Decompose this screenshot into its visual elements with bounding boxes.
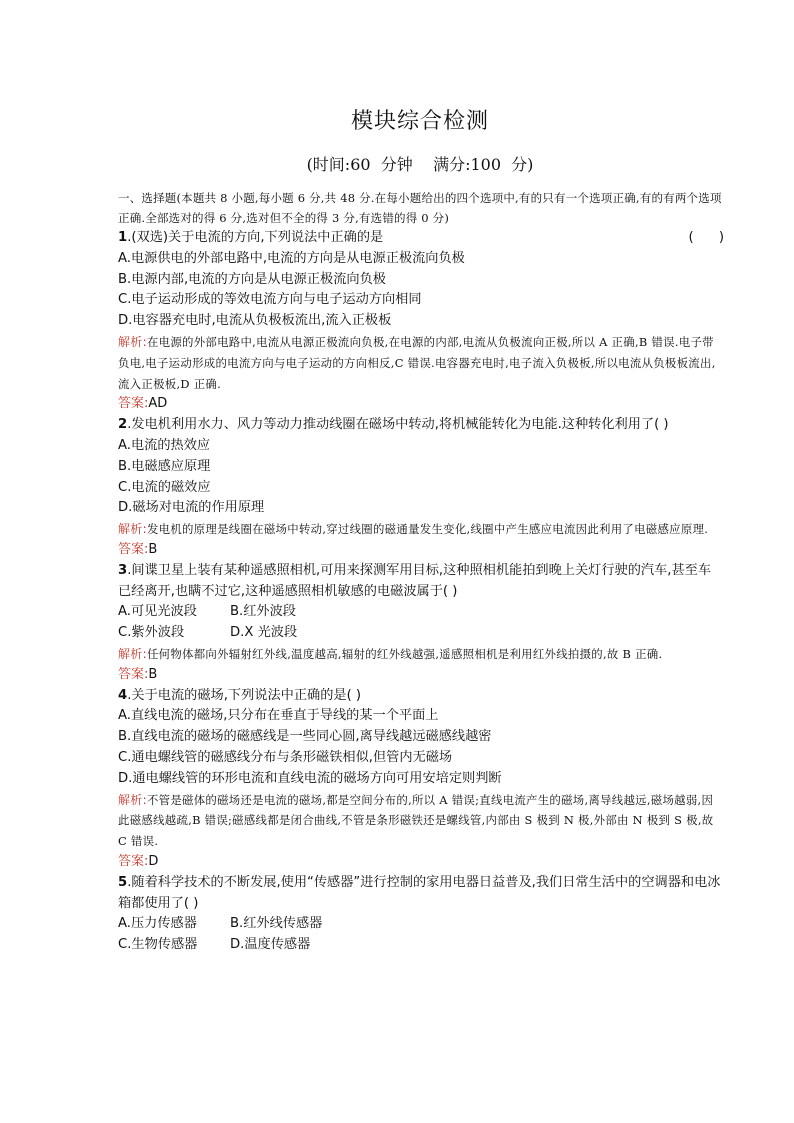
question-stem bbox=[118, 415, 722, 436]
page-subtitle: (时间:60 分钟 满分:100 分) bbox=[306, 155, 534, 174]
analysis bbox=[118, 790, 722, 852]
analysis-label: 解析: bbox=[118, 792, 147, 807]
analysis-text: 在电源的外部电路中,电流从电源正极流向负极,在电源的内部,电流从负极流向正极,所以 A 正确,B 错误.电子带负电,电子运动形成的电流方向与电子运动的方向相反,C 错误.电容器充电时,电子流入负极板,所以电流从负极板流出,流入正极板,D 正确. bbox=[118, 334, 716, 391]
answer-blank: ( ) bbox=[688, 230, 724, 245]
option-c: C.紫外波段 bbox=[118, 625, 185, 641]
page-title: 模块综合检测 bbox=[350, 109, 489, 134]
analysis-label: 解析: bbox=[118, 522, 147, 537]
answer-value: B bbox=[148, 666, 158, 682]
question-text: .随着科学技术的不断发展,使用“传感器”进行控制的家用电器日益普及,我们日常生活中的空调器和电冰箱都使用了( ) bbox=[118, 874, 721, 911]
question-3 bbox=[118, 561, 722, 686]
option-d: D.电容器充电时,电流从负极板流出,流入正极板 bbox=[118, 313, 392, 329]
question-stem bbox=[118, 228, 722, 249]
answer-value: B bbox=[148, 541, 158, 557]
answer bbox=[118, 852, 722, 873]
answer bbox=[118, 665, 722, 686]
option-b: B.红外波段 bbox=[230, 604, 296, 620]
option-d: D.X 光波段 bbox=[230, 625, 298, 641]
option-row bbox=[118, 602, 722, 623]
question-1 bbox=[118, 228, 722, 415]
analysis bbox=[118, 332, 722, 394]
option-d: D.温度传感器 bbox=[230, 937, 311, 953]
option-a: A.电流的热效应 bbox=[118, 437, 211, 453]
option-b: B.红外线传感器 bbox=[230, 916, 323, 932]
analysis-text: 发电机的原理是线圈在磁场中转动,穿过线圈的磁通量发生变化,线圈中产生感应电流因此利用了电磁感应原理. bbox=[146, 522, 709, 537]
analysis-text: 不管是磁体的磁场还是电流的磁场,都是空间分布的,所以 A 错误;直线电流产生的磁场,离导线越远,磁场越弱,因此磁感线越疏,B 错误;磁感线都是闭合曲线,不管是条形磁铁还是螺线管,内部由 S 极到 N 极,外部由 N 极到 S 极,故 C 错误. bbox=[118, 792, 714, 849]
analysis-text: 任何物体都向外辐射红外线,温度越高,辐射的红外线越强,遥感照相机是利用红外线拍摄的,故 B 正确. bbox=[146, 646, 663, 661]
analysis-label: 解析: bbox=[118, 646, 147, 661]
question-5 bbox=[118, 873, 722, 956]
option-row bbox=[118, 935, 722, 956]
question-stem bbox=[118, 561, 722, 603]
question-number: 4 bbox=[118, 687, 128, 703]
question-4 bbox=[118, 686, 722, 873]
analysis bbox=[118, 519, 722, 540]
question-text: .(双选)关于电流的方向,下列说法中正确的是 bbox=[127, 230, 384, 245]
option-b: B.电源内部,电流的方向是从电源正极流向负极 bbox=[118, 271, 386, 287]
answer-label: 答案: bbox=[118, 666, 149, 682]
option-b: B.电磁感应原理 bbox=[118, 458, 211, 474]
option-c: C.生物传感器 bbox=[118, 937, 198, 953]
question-text: .间谍卫星上装有某种遥感照相机,可用来探测军用目标,这种照相机能拍到晚上关灯行驶的汽车,甚至车已经离开,也瞒不过它,这种遥感照相机敏感的电磁波属于( ) bbox=[118, 562, 712, 599]
question-stem bbox=[118, 686, 722, 707]
question-number: 5 bbox=[118, 874, 128, 890]
option-a: A.电源供电的外部电路中,电流的方向是从电源正极流向负极 bbox=[118, 250, 465, 266]
option-row bbox=[118, 623, 722, 644]
question-number: 2 bbox=[118, 417, 128, 433]
option-d: D.磁场对电流的作用原理 bbox=[118, 500, 265, 516]
answer-label: 答案: bbox=[118, 853, 149, 869]
answer bbox=[118, 540, 722, 561]
answer bbox=[118, 394, 722, 415]
analysis bbox=[118, 644, 722, 665]
answer-label: 答案: bbox=[118, 396, 149, 412]
question-2 bbox=[118, 415, 722, 561]
answer-value: AD bbox=[148, 396, 168, 412]
question-text: .关于电流的磁场,下列说法中正确的是( ) bbox=[127, 687, 362, 703]
option-c: C.电流的磁效应 bbox=[118, 479, 211, 495]
question-stem bbox=[118, 873, 722, 915]
option-d: D.通电螺线管的环形电流和直线电流的磁场方向可用安培定则判断 bbox=[118, 770, 502, 786]
option-row bbox=[118, 914, 722, 935]
exam-page bbox=[118, 96, 722, 956]
option-a: A.压力传感器 bbox=[118, 916, 197, 932]
answer-value: D bbox=[148, 853, 159, 869]
question-number: 1 bbox=[118, 230, 128, 245]
answer-label: 答案: bbox=[118, 541, 149, 557]
section-intro: 一、选择题(本题共 8 小题,每小题 6 分,共 48 分.在每小题给出的四个选项中,有的只有一个选项正确,有的有两个选项正确.全部选对的得 6 分,选对但不全的得 3 分,有选错的得 0 分) bbox=[118, 191, 722, 225]
question-number: 3 bbox=[118, 562, 128, 578]
analysis-label: 解析: bbox=[118, 334, 147, 349]
option-c: C.通电螺线管的磁感线分布与条形磁铁相似,但管内无磁场 bbox=[118, 749, 453, 765]
option-a: A.直线电流的磁场,只分布在垂直于导线的某一个平面上 bbox=[118, 708, 439, 724]
option-b: B.直线电流的磁场的磁感线是一些同心圆,离导线越远磁感线越密 bbox=[118, 729, 492, 745]
question-text: .发电机利用水力、风力等动力推动线圈在磁场中转动,将机械能转化为电能.这种转化利用了( ) bbox=[127, 417, 669, 433]
option-c: C.电子运动形成的等效电流方向与电子运动方向相同 bbox=[118, 292, 422, 308]
option-a: A.可见光波段 bbox=[118, 604, 197, 620]
